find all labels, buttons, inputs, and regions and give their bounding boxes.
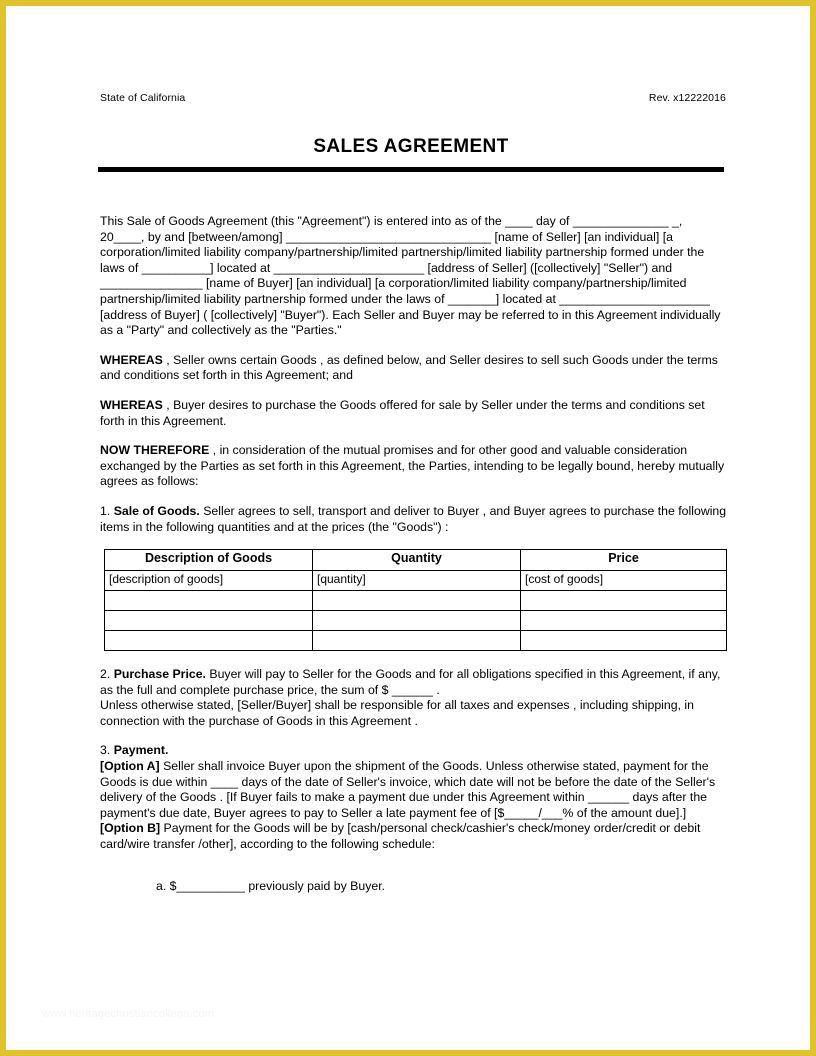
- whereas-2-label: WHEREAS: [100, 397, 163, 412]
- cell-price[interactable]: [521, 611, 727, 631]
- cell-quantity[interactable]: [313, 591, 521, 611]
- section-1-number: 1.: [100, 503, 114, 518]
- section-1-heading: Sale of Goods.: [113, 503, 200, 518]
- table-header-row: [105, 550, 727, 571]
- now-therefore-label: NOW THEREFORE: [100, 443, 213, 458]
- table-row: [105, 591, 727, 611]
- now-therefore-text: , in consideration of the mutual promises and for other good and valuable consideration exchanged by the Parties as set forth in this Agreement, the Parties, intending to be legally bound, hereby mutually agrees as follows:: [100, 443, 725, 489]
- cell-quantity[interactable]: [313, 631, 521, 651]
- section-2-text: Buyer will pay to Seller for the Goods and for all obligations specified in this Agreement, if any, as the full and complete purchase price, the sum of $ ______ .: [100, 667, 721, 697]
- section-3-number: 3.: [100, 743, 114, 758]
- cell-quantity[interactable]: [313, 611, 521, 631]
- cell-description[interactable]: [105, 611, 313, 631]
- document-body: [94, 214, 728, 894]
- payment-option-a: [100, 759, 728, 821]
- section-2-taxes-text: Unless otherwise stated, [Seller/Buyer] shall be responsible for all taxes and expenses , including shipping, in connection with the purchase of Goods in this Agreement .: [100, 698, 694, 728]
- cell-price[interactable]: [cost of goods]: [521, 571, 727, 591]
- schedule-item-a: a. $__________ previously paid by Buyer.: [156, 878, 386, 893]
- whereas-1-label: WHEREAS: [100, 352, 163, 367]
- cell-price[interactable]: [521, 591, 727, 611]
- table-row: [105, 611, 727, 631]
- goods-table: [104, 549, 727, 651]
- section-1-sale-of-goods: [100, 504, 728, 535]
- table-row: [105, 571, 727, 591]
- cell-description[interactable]: [105, 631, 313, 651]
- section-3-payment-heading: [100, 743, 728, 759]
- column-header-description: Description of Goods: [105, 550, 313, 571]
- section-3-heading: Payment.: [113, 743, 169, 758]
- option-a-text: Seller shall invoice Buyer upon the shipment of the Goods. Unless otherwise stated, payment for the Goods is due within ____ days of the date of Seller's invoice, which date will not be before the date of the Seller's delivery of the Goods . [If Buyer fails to make a payment due under this Agreement within ______ days after the payment's due date, Buyer agrees to pay to Seller a late payment fee of [$_____/___% of the amount due].]: [100, 759, 716, 820]
- jurisdiction-label: State of California: [100, 92, 186, 104]
- column-header-price: Price: [521, 550, 727, 571]
- section-2-number: 2.: [100, 667, 114, 682]
- now-therefore-clause: [100, 443, 728, 490]
- cell-quantity[interactable]: [quantity]: [313, 571, 521, 591]
- section-2-heading: Purchase Price.: [113, 667, 206, 682]
- cell-description[interactable]: [105, 591, 313, 611]
- revision-label: Rev. x12222016: [648, 92, 726, 104]
- whereas-2-text: , Buyer desires to purchase the Goods offered for sale by Seller under the terms and conditions set forth in this Agreement.: [100, 397, 705, 428]
- option-a-label: [Option A]: [100, 759, 160, 774]
- whereas-1-text: , Seller owns certain Goods , as defined below, and Seller desires to sell such Goods under the terms and conditions set forth in this Agreement; and: [100, 352, 718, 383]
- watermark: www.heritagechristiancollege.com: [42, 1008, 215, 1020]
- title-divider: [98, 167, 724, 172]
- section-2-purchase-price: [100, 667, 728, 698]
- option-b-text: Payment for the Goods will be by [cash/personal check/cashier's check/money order/credit or debit card/wire transfer /other], according to the following schedule:: [100, 821, 701, 852]
- document-content: [94, 92, 728, 894]
- whereas-clause-2: [100, 398, 728, 429]
- intro-paragraph: This Sale of Goods Agreement (this "Agreement") is entered into as of the ____ day of ______________ _, 20____, by and [between/among] ______________________________ [name of Seller] [an individual] [a corporation/limited liability company/partnership/limited partnership/limited liability partnership formed under the laws of __________] located at ______________________ [address of Seller] ([collectively] "Seller") and _______________ [name of Buyer] [an individual] [a corporation/limited liability company/partnership/limited partnership/limited liability partnership formed under the laws of _______] located at ______________________ [address of Buyer] ( [collectively] "Buyer"). Each Seller and Buyer may be referred to in this Agreement individually as a "Party" and collectively as the "Parties.": [100, 214, 721, 338]
- cell-price[interactable]: [521, 631, 727, 651]
- table-row: [105, 631, 727, 651]
- column-header-quantity: Quantity: [313, 550, 521, 571]
- document-header: [94, 92, 728, 104]
- section-1-text: Seller agrees to sell, transport and deliver to Buyer , and Buyer agrees to purchase the following items in the following quantities and at the prices (the "Goods") :: [100, 503, 727, 534]
- page-title: SALES AGREEMENT: [313, 136, 509, 157]
- cell-description[interactable]: [description of goods]: [105, 571, 313, 591]
- option-b-label: [Option B]: [100, 821, 161, 836]
- payment-option-b: [100, 821, 728, 852]
- whereas-clause-1: [100, 353, 728, 384]
- page-sheet: [6, 6, 810, 1050]
